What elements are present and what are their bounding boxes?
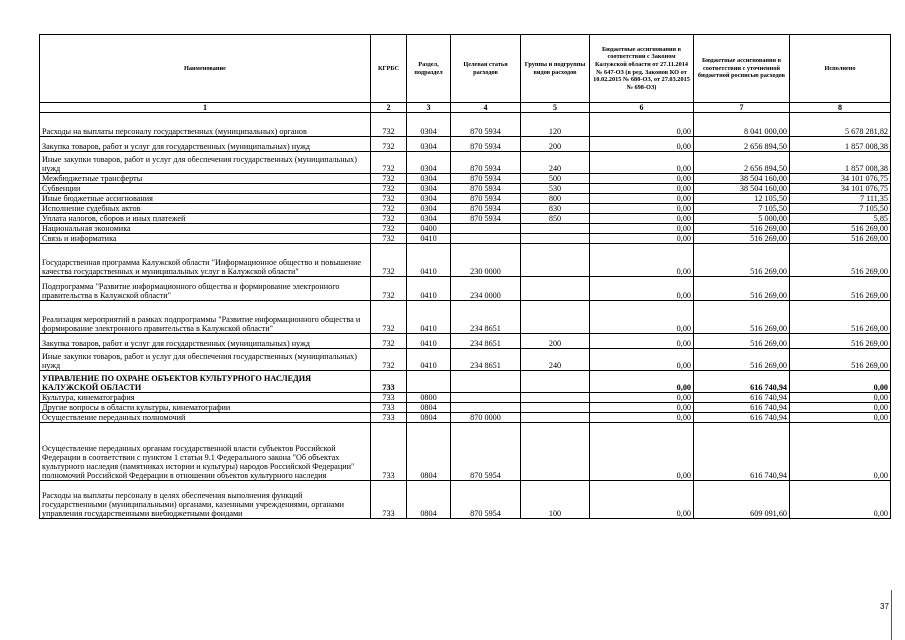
cell-vid: 500 [521,174,590,184]
cell-grbs: 733 [371,423,407,481]
cell-razd: 0304 [407,204,451,214]
cell-a6: 0,00 [590,113,694,137]
cell-vid: 850 [521,214,590,224]
cell-isp: 34 101 076,75 [790,174,891,184]
cell-a7: 7 105,50 [694,204,790,214]
header-assign-law: Бюджетные ассигнования в соответствии с Законом Калужской области от 27.11.2014 № 647-ОЗ (в ред. Законов КО от 10.02.2015 № 680-ОЗ, от 27.03.2015 № 698-ОЗ) [590,35,694,103]
header-ispolneno: Исполнено [790,35,891,103]
cell-a6: 0,00 [590,214,694,224]
cell-vid [521,371,590,393]
cell-cel: 870 5954 [451,423,521,481]
cell-isp: 7 105,50 [790,204,891,214]
cell-razd: 0804 [407,423,451,481]
cell-grbs: 733 [371,393,407,403]
cell-vid: 530 [521,184,590,194]
cell-razd: 0410 [407,301,451,334]
cell-a7: 616 740,94 [694,403,790,413]
cell-grbs: 732 [371,214,407,224]
column-number: 1 [40,103,371,113]
cell-razd: 0804 [407,413,451,423]
cell-razd [407,371,451,393]
cell-name: Осуществление переданных полномочий [40,413,371,423]
header-razdel: Раздел, подраздел [407,35,451,103]
cell-cel [451,393,521,403]
cell-a7: 12 105,50 [694,194,790,204]
cell-cel: 870 5954 [451,481,521,519]
cell-vid [521,403,590,413]
cell-a7: 616 740,94 [694,423,790,481]
cell-a7: 2 656 894,50 [694,137,790,152]
cell-name: Культура, кинематография [40,393,371,403]
cell-grbs: 732 [371,184,407,194]
cell-a6: 0,00 [590,393,694,403]
cell-name: Субвенции [40,184,371,194]
cell-a7: 516 269,00 [694,277,790,301]
table-row [40,371,891,393]
cell-razd: 0400 [407,224,451,234]
cell-name: Уплата налогов, сборов и иных платежей [40,214,371,224]
cell-grbs: 732 [371,194,407,204]
cell-a7: 616 740,94 [694,393,790,403]
cell-grbs: 732 [371,152,407,174]
header-assign-roster: Бюджетные ассигнования в соответствии с уточненной бюджетной росписью расходов [694,35,790,103]
cell-a6: 0,00 [590,413,694,423]
cell-grbs: 732 [371,244,407,277]
cell-grbs: 732 [371,301,407,334]
cell-grbs: 732 [371,277,407,301]
column-number: 5 [521,103,590,113]
table-row [40,113,891,137]
cell-isp: 0,00 [790,403,891,413]
column-number: 2 [371,103,407,113]
cell-a6: 0,00 [590,174,694,184]
table-row [40,194,891,204]
cell-razd: 0804 [407,481,451,519]
cell-name: Другие вопросы в области культуры, кинематографии [40,403,371,413]
cell-a6: 0,00 [590,224,694,234]
cell-a7: 5 000,00 [694,214,790,224]
cell-a7: 516 269,00 [694,334,790,349]
cell-vid: 120 [521,113,590,137]
column-number: 8 [790,103,891,113]
cell-a7: 616 740,94 [694,413,790,423]
cell-cel [451,371,521,393]
cell-razd: 0304 [407,152,451,174]
cell-vid: 830 [521,204,590,214]
cell-name: Государственная программа Калужской области "Информационное общество и повышение качества государственных и муниципальных услуг в Калужской области" [40,244,371,277]
cell-razd: 0304 [407,184,451,194]
table-row [40,349,891,371]
table-row [40,413,891,423]
cell-cel: 870 5934 [451,152,521,174]
cell-a6: 0,00 [590,152,694,174]
cell-razd: 0304 [407,214,451,224]
table-row [40,204,891,214]
cell-grbs: 732 [371,349,407,371]
cell-isp: 516 269,00 [790,224,891,234]
cell-isp: 516 269,00 [790,277,891,301]
cell-a7: 516 269,00 [694,244,790,277]
cell-a6: 0,00 [590,204,694,214]
cell-cel: 870 5934 [451,204,521,214]
cell-a6: 0,00 [590,423,694,481]
cell-a7: 2 656 894,50 [694,152,790,174]
cell-a6: 0,00 [590,371,694,393]
cell-cel: 870 5934 [451,137,521,152]
cell-grbs: 732 [371,224,407,234]
cell-grbs: 732 [371,137,407,152]
cell-isp: 1 857 008,38 [790,152,891,174]
table-row [40,244,891,277]
cell-vid: 240 [521,349,590,371]
cell-isp: 0,00 [790,413,891,423]
cell-name: Осуществление переданных органам государственной власти субъектов Российской Федерации в соответствии с пунктом 1 статьи 9.1 Федерального закона "Об объектах культурного наследия (памятниках истории и культуры) народов Российской Федерации" полномочий Российской Федерации в отношении объектов культурного наследия [40,423,371,481]
cell-grbs: 732 [371,204,407,214]
table-row [40,481,891,519]
table-row [40,301,891,334]
cell-vid [521,224,590,234]
cell-a6: 0,00 [590,349,694,371]
cell-name: Национальная экономика [40,224,371,234]
margin-line [891,590,892,640]
cell-isp: 516 269,00 [790,334,891,349]
cell-vid: 240 [521,152,590,174]
cell-name: Исполнение судебных актов [40,204,371,214]
cell-a7: 516 269,00 [694,224,790,234]
column-number: 7 [694,103,790,113]
table-row [40,152,891,174]
cell-isp: 516 269,00 [790,349,891,371]
cell-vid [521,301,590,334]
header-name: Наименование [40,35,371,103]
cell-isp: 0,00 [790,371,891,393]
cell-vid [521,277,590,301]
cell-vid [521,423,590,481]
cell-razd: 0304 [407,137,451,152]
cell-name: Иные закупки товаров, работ и услуг для обеспечения государственных (муниципальных) нужд [40,152,371,174]
cell-cel: 870 5934 [451,174,521,184]
cell-grbs: 732 [371,113,407,137]
cell-a7: 616 740,94 [694,371,790,393]
cell-grbs: 732 [371,234,407,244]
cell-cel: 234 0000 [451,277,521,301]
cell-vid [521,393,590,403]
cell-vid [521,244,590,277]
cell-a6: 0,00 [590,481,694,519]
cell-name: Закупка товаров, работ и услуг для государственных (муниципальных) нужд [40,137,371,152]
cell-razd: 0410 [407,244,451,277]
cell-a6: 0,00 [590,334,694,349]
cell-a7: 516 269,00 [694,234,790,244]
cell-a7: 516 269,00 [694,301,790,334]
cell-cel: 234 8651 [451,334,521,349]
cell-cel: 870 5934 [451,194,521,204]
cell-razd: 0304 [407,174,451,184]
cell-razd: 0304 [407,113,451,137]
cell-a6: 0,00 [590,137,694,152]
cell-a7: 516 269,00 [694,349,790,371]
budget-table [39,34,891,519]
cell-grbs: 733 [371,403,407,413]
table-row [40,423,891,481]
cell-razd: 0304 [407,194,451,204]
cell-a6: 0,00 [590,403,694,413]
cell-isp: 34 101 076,75 [790,184,891,194]
page-number: 37 [880,602,889,611]
cell-isp: 516 269,00 [790,234,891,244]
table-row [40,403,891,413]
header-celevaya: Целевая статья расходов [451,35,521,103]
cell-grbs: 733 [371,481,407,519]
cell-isp: 0,00 [790,393,891,403]
cell-grbs: 732 [371,174,407,184]
table-row [40,174,891,184]
cell-isp: 5,85 [790,214,891,224]
cell-name: Подпрограмма "Развитие информационного общества и формирование электронного правительства в Калужской области" [40,277,371,301]
cell-name: Связь и информатика [40,234,371,244]
column-number-row [40,103,891,113]
table-row [40,277,891,301]
cell-cel: 870 5934 [451,214,521,224]
cell-cel: 870 0000 [451,413,521,423]
cell-name: Реализация мероприятий в рамках подпрограммы "Развитие информационного общества и формирование электронного правительства в Калужской области" [40,301,371,334]
cell-a7: 8 041 000,00 [694,113,790,137]
cell-vid: 200 [521,137,590,152]
cell-name: Расходы на выплаты персоналу в целях обеспечения выполнения функций государственными (муниципальными) органами, казенными учреждениями, органами управления государственными внебюджетными фондами [40,481,371,519]
cell-name: УПРАВЛЕНИЕ ПО ОХРАНЕ ОБЪЕКТОВ КУЛЬТУРНОГО НАСЛЕДИЯ КАЛУЖСКОЙ ОБЛАСТИ [40,371,371,393]
cell-a6: 0,00 [590,234,694,244]
cell-vid [521,413,590,423]
cell-vid [521,234,590,244]
cell-razd: 0804 [407,403,451,413]
cell-cel: 870 5934 [451,184,521,194]
cell-razd: 0410 [407,277,451,301]
cell-cel: 234 8651 [451,301,521,334]
cell-razd: 0410 [407,234,451,244]
table-row [40,184,891,194]
cell-cel: 234 8651 [451,349,521,371]
cell-name: Закупка товаров, работ и услуг для государственных (муниципальных) нужд [40,334,371,349]
cell-isp: 0,00 [790,481,891,519]
cell-a7: 38 504 160,00 [694,184,790,194]
cell-a7: 609 091,60 [694,481,790,519]
cell-a6: 0,00 [590,184,694,194]
cell-isp: 0,00 [790,423,891,481]
cell-isp: 516 269,00 [790,301,891,334]
cell-name: Иные бюджетные ассигнования [40,194,371,204]
cell-vid: 200 [521,334,590,349]
cell-grbs: 732 [371,334,407,349]
column-number: 6 [590,103,694,113]
cell-name: Иные закупки товаров, работ и услуг для обеспечения государственных (муниципальных) нужд [40,349,371,371]
cell-grbs: 733 [371,413,407,423]
cell-cel [451,224,521,234]
cell-cel: 870 5934 [451,113,521,137]
cell-vid: 100 [521,481,590,519]
table-row [40,137,891,152]
cell-a7: 38 504 160,00 [694,174,790,184]
cell-cel [451,403,521,413]
header-vid: Группы и подгруппы видов расходов [521,35,590,103]
cell-a6: 0,00 [590,194,694,204]
column-number: 4 [451,103,521,113]
cell-a6: 0,00 [590,277,694,301]
table-row [40,214,891,224]
cell-name: Межбюджетные трансферты [40,174,371,184]
header-grbs: КГРБС [371,35,407,103]
cell-vid: 800 [521,194,590,204]
table-row [40,393,891,403]
cell-isp: 1 857 008,38 [790,137,891,152]
cell-isp: 5 678 281,82 [790,113,891,137]
column-number: 3 [407,103,451,113]
cell-razd: 0410 [407,334,451,349]
cell-a6: 0,00 [590,244,694,277]
cell-isp: 516 269,00 [790,244,891,277]
cell-grbs: 733 [371,371,407,393]
cell-isp: 7 111,35 [790,194,891,204]
cell-a6: 0,00 [590,301,694,334]
table-row [40,224,891,234]
cell-cel [451,234,521,244]
cell-cel: 230 0000 [451,244,521,277]
cell-name: Расходы на выплаты персоналу государственных (муниципальных) органов [40,113,371,137]
cell-razd: 0410 [407,349,451,371]
cell-razd: 0800 [407,393,451,403]
table-row [40,234,891,244]
table-row [40,334,891,349]
